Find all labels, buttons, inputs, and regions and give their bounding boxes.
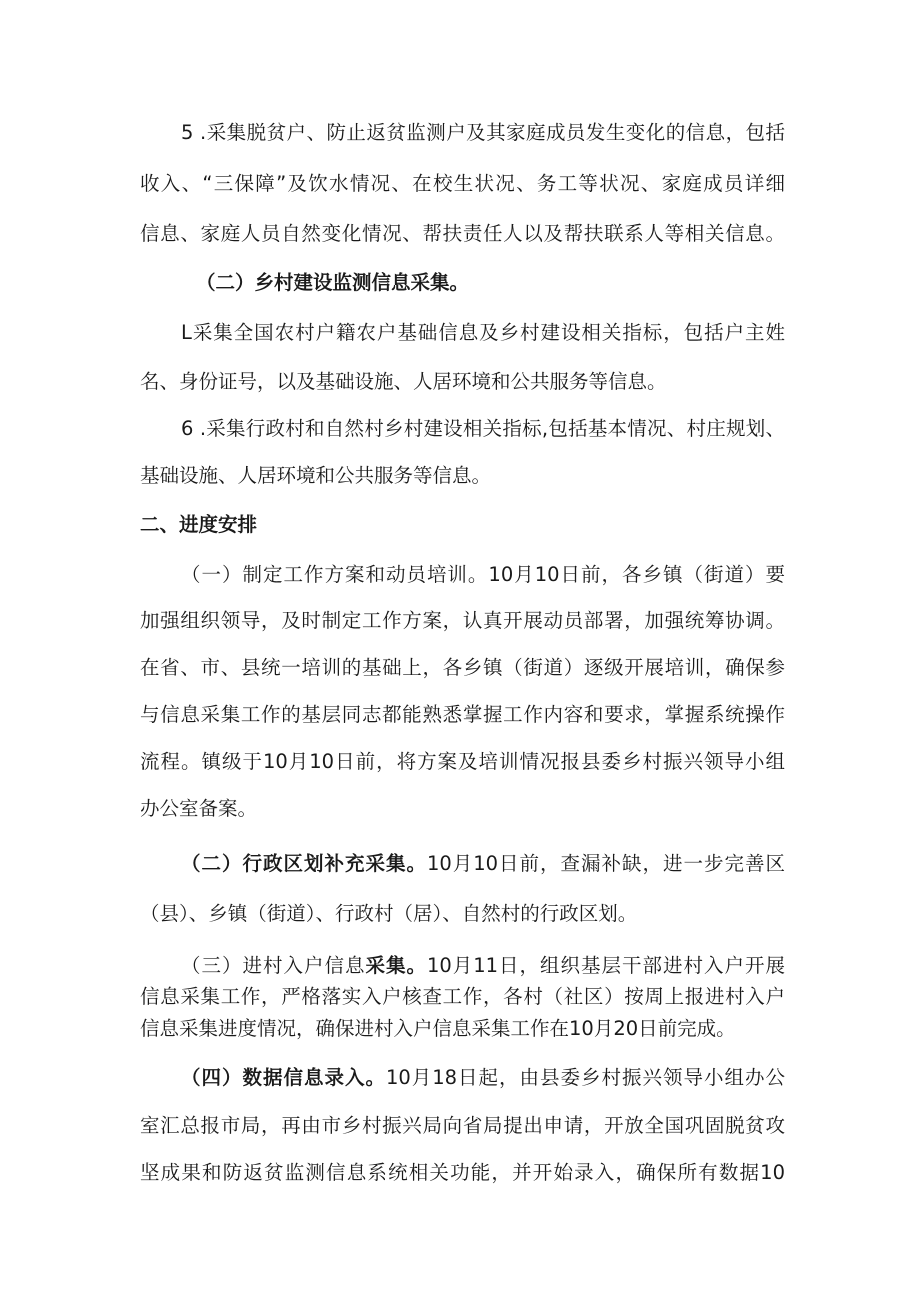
paragraph-line: （县）、乡镇（街道）、行政村（居）、自然村的行政区划。 [140,902,638,925]
paragraph-line: 信息采集进度情况，确保进村入户信息采集工作在10月20日前完成。 [140,1017,736,1040]
paragraph-line: L采集全国农村户籍农户基础信息及乡村建设相关指标，包括户主姓 [181,321,785,344]
paragraph-line: 信息采集工作，严格落实入户核查工作，各村（社区）按周上报进村入户 [140,985,785,1008]
inline-text: 10月11日，组织基层干部进村入户开展 [426,954,785,977]
paragraph-line: 收入、“三保障”及饮水情况、在校生状况、务工等状况、家庭成员详细 [140,172,785,195]
inline-text: 10月18日起，由县委乡村振兴领导小组办公 [385,1066,785,1089]
paragraph-line: 在省、市、县统一培训的基础上，各乡镇（街道）逐级开展培训，确保参 [140,656,785,679]
paragraph-line: 6 .采集行政村和自然村乡村建设相关指标,包括基本情况、村庄规划、 [181,417,785,440]
inline-heading: （二）行政区划补充采集。 [181,852,427,875]
paragraph-line: 坚成果和防返贫监测信息系统相关功能，并开始录入，确保所有数据10 [140,1161,785,1184]
paragraph-line: 信息、家庭人员自然变化情况、帮扶责任人以及帮扶联系人等相关信息。 [140,222,785,245]
inline-text: （三）进村入户信息 [181,954,366,977]
paragraph-line: 流程。镇级于10月10日前，将方案及培训情况报县委乡村振兴领导小组 [140,750,785,773]
paragraph-line [181,852,785,876]
paragraph-line: 5 .采集脱贫户、防止返贫监测户及其家庭成员发生变化的信息，包括 [181,121,785,144]
inline-text: 10月10日前，查漏补缺，进一步完善区 [426,852,785,875]
paragraph-line: 名、身份证号，以及基础设施、人居环境和公共服务等信息。 [140,370,667,393]
paragraph-line: 室汇总报市局，再由市乡村振兴局向省局提出申请，开放全国巩固脱贫攻 [140,1114,785,1137]
paragraph-line: （一）制定工作方案和动员培训。10月10日前，各乡镇（街道）要 [181,563,785,586]
inline-heading: （四）数据信息录入。 [181,1066,386,1089]
paragraph-line [181,1066,785,1090]
paragraph-line: 办公室备案。 [140,797,258,820]
paragraph-line: 与信息采集工作的基层同志都能熟悉掌握工作内容和要求，掌握系统操作 [140,703,785,726]
section-title: 二、进度安排 [140,513,258,536]
paragraph-line: 基础设施、人居环境和公共服务等信息。 [140,464,492,487]
paragraph-line [181,954,785,978]
section-heading: （二）乡村建设监测信息采集。 [196,271,470,294]
paragraph-line: 加强组织领导，及时制定工作方案，认真开展动员部署，加强统筹协调。 [140,609,785,632]
inline-heading: 采集。 [365,954,427,977]
